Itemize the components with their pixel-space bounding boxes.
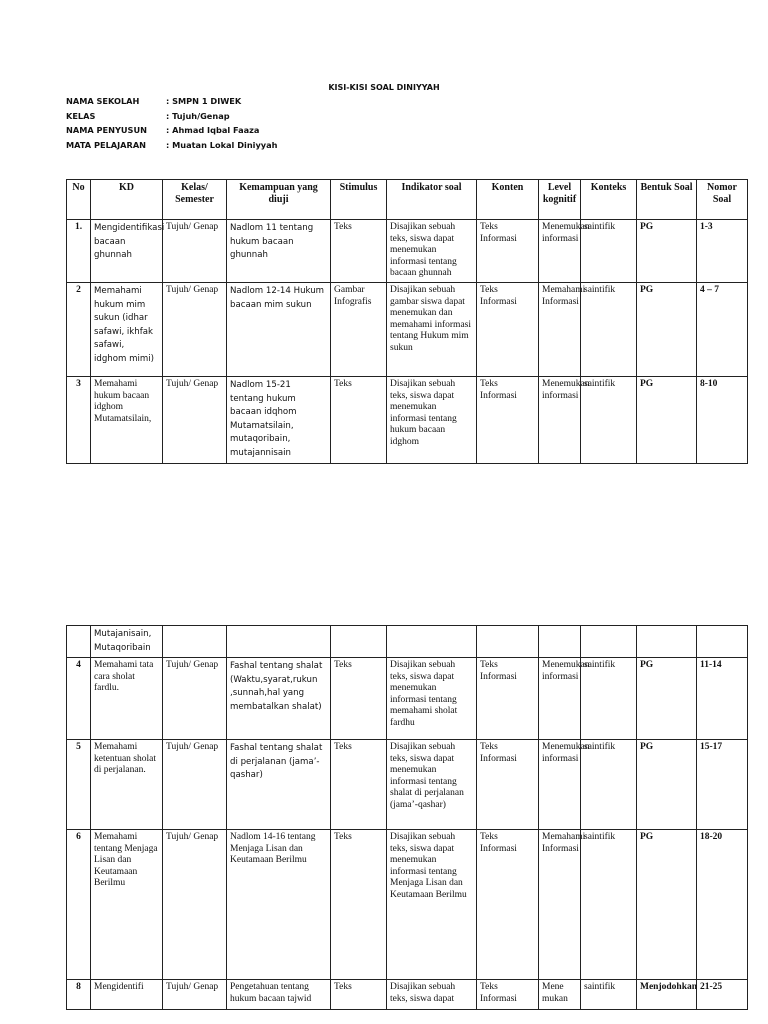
cell-kelas: Tujuh/ Genap [163,740,227,830]
cell-konteks: saintifik [581,980,637,1010]
cell-no: 4 [67,658,91,740]
cell-no: 5 [67,740,91,830]
cell-kd: Mengidentifi [91,980,163,1010]
cell-nomor: 8-10 [697,377,748,464]
col-header: Konteks [581,180,637,220]
cell-level: Menemukan informasi [539,658,581,740]
cell-bentuk: PG [637,220,697,283]
cell-no: 1. [67,220,91,283]
cell-kd: Memahami ketentuan sholat di perjalanan. [91,740,163,830]
table-row [67,283,748,377]
cell-level: Menemukan informasi [539,377,581,464]
cell-konten: Teks Informasi [477,980,539,1010]
cell-konten: Teks Informasi [477,740,539,830]
cell-no: 2 [67,283,91,377]
meta-row [66,140,277,155]
meta-label: MATA PELAJARAN [66,139,147,150]
cell-konten [477,626,539,658]
meta-value: : Ahmad Iqbal Faaza [166,125,260,135]
cell-kemampuan [227,626,331,658]
cell-level: Mene mukan [539,980,581,1010]
cell-level: Menemukan informasi [539,220,581,283]
cell-kemampuan: Nadlom 15-21 tentang hukum bacaan idqhom Mutamatsilain, mutaqoribain, mutajannisain [227,377,331,464]
cell-indikator [387,626,477,658]
cell-stimulus [331,626,387,658]
cell-konten: Teks Informasi [477,283,539,377]
cell-konten: Teks Informasi [477,830,539,980]
cell-nomor [697,626,748,658]
cell-stimulus: Teks [331,740,387,830]
cell-level: Memahami Informasi [539,830,581,980]
cell-kelas [163,626,227,658]
cell-kd: Memahami hukum bacaan idghom Mutamatsilain, [91,377,163,464]
cell-kelas: Tujuh/ Genap [163,830,227,980]
cell-nomor: 15-17 [697,740,748,830]
cell-konteks: saintifik [581,377,637,464]
cell-konteks: saintifik [581,740,637,830]
meta-value: : SMPN 1 DIWEK [166,96,242,106]
table-row [67,220,748,283]
cell-no: 6 [67,830,91,980]
cell-indikator: Disajikan sebuah teks, siswa dapat menemukan informasi tentang shalat di perjalanan (jama’-qashar) [387,740,477,830]
cell-kemampuan: Nadlom 11 tentang hukum bacaan ghunnah [227,220,331,283]
cell-level: Menemukan informasi [539,740,581,830]
cell-nomor: 1-3 [697,220,748,283]
cell-stimulus: Teks [331,377,387,464]
cell-indikator: Disajikan sebuah teks, siswa dapat menemukan informasi tentang bacaan ghunnah [387,220,477,283]
table-row [67,626,748,658]
cell-kelas: Tujuh/ Genap [163,980,227,1010]
cell-stimulus: Teks [331,658,387,740]
col-header: Nomor Soal [697,180,748,220]
cell-konteks: saintifik [581,220,637,283]
col-header: Bentuk Soal [637,180,697,220]
cell-konteks: saintifik [581,283,637,377]
meta-label: NAMA SEKOLAH [66,96,140,106]
cell-indikator: Disajikan sebuah teks, siswa dapat menemukan informasi tentang memahami sholat fardhu [387,658,477,740]
cell-konteks: saintifik [581,658,637,740]
col-header: Level kognitif [539,180,581,220]
cell-stimulus: Teks [331,980,387,1010]
meta-row [66,125,277,140]
school-info [66,96,277,154]
col-header: Indikator soal [387,180,477,220]
table-header-row [67,180,748,220]
cell-stimulus: Teks [331,830,387,980]
cell-kelas: Tujuh/ Genap [163,283,227,377]
cell-kemampuan: Nadlom 12-14 Hukum bacaan mim sukun [227,283,331,377]
cell-stimulus: Gambar Infografis [331,283,387,377]
cell-konteks [581,626,637,658]
cell-konten: Teks Informasi [477,658,539,740]
cell-no: 3 [67,377,91,464]
meta-label: NAMA PENYUSUN [66,125,147,135]
meta-value: : Muatan Lokal Diniyyah [166,139,278,150]
cell-nomor: 21-25 [697,980,748,1010]
col-header: Konten [477,180,539,220]
col-header: Kemampuan yang diuji [227,180,331,220]
cell-nomor: 18-20 [697,830,748,980]
cell-kelas: Tujuh/ Genap [163,377,227,464]
cell-level [539,626,581,658]
cell-bentuk [637,626,697,658]
cell-bentuk: Menjodohkan [637,980,697,1010]
cell-kemampuan: Nadlom 14-16 tentang Menjaga Lisan dan Keutamaan Berilmu [227,830,331,980]
cell-stimulus: Teks [331,220,387,283]
cell-kd: Memahami tata cara sholat fardlu. [91,658,163,740]
table-row [67,980,748,1010]
cell-kd: Memahami tentang Menjaga Lisan dan Keutamaan Berilmu [91,830,163,980]
cell-nomor: 4 – 7 [697,283,748,377]
col-header: KD [91,180,163,220]
cell-bentuk: PG [637,830,697,980]
cell-bentuk: PG [637,377,697,464]
col-header: No [67,180,91,220]
cell-kd: Mutajanisain, Mutaqoribain [91,626,163,658]
cell-kd: Memahami hukum mim sukun (idhar safawi, ikhfak safawi, idghom mimi) [91,283,163,377]
cell-level: Memahami Informasi [539,283,581,377]
table-row [67,377,748,464]
cell-bentuk: PG [637,658,697,740]
cell-indikator: Disajikan sebuah teks, siswa dapat menemukan informasi tentang Menjaga Lisan dan Keutamaan Berilmu [387,830,477,980]
cell-kemampuan: Fashal tentang shalat (Waktu,syarat,rukun ,sunnah,hal yang membatalkan shalat) [227,658,331,740]
col-header: Kelas/ Semester [163,180,227,220]
cell-no [67,626,91,658]
cell-konteks: saintifik [581,830,637,980]
cell-indikator: Disajikan sebuah teks, siswa dapat [387,980,477,1010]
cell-indikator: Disajikan sebuah gambar siswa dapat menemukan dan memahami informasi tentang Hukum mim sukun [387,283,477,377]
cell-kelas: Tujuh/ Genap [163,658,227,740]
meta-row [66,96,277,111]
cell-nomor: 11-14 [697,658,748,740]
document-title: KISI-KISI SOAL DINIYYAH [328,83,440,92]
cell-konten: Teks Informasi [477,220,539,283]
meta-value: : Tujuh/Genap [166,110,230,121]
col-header: Stimulus [331,180,387,220]
cell-konten: Teks Informasi [477,377,539,464]
meta-row [66,111,277,126]
cell-bentuk: PG [637,283,697,377]
table-row [67,658,748,740]
cell-kemampuan: Fashal tentang shalat di perjalanan (jama’-qashar) [227,740,331,830]
cell-kelas: Tujuh/ Genap [163,220,227,283]
cell-indikator: Disajikan sebuah teks, siswa dapat menemukan informasi tentang hukum bacaan idghom [387,377,477,464]
table-row [67,740,748,830]
cell-kemampuan: Pengetahuan tentang hukum bacaan tajwid [227,980,331,1010]
cell-bentuk: PG [637,740,697,830]
cell-no: 8 [67,980,91,1010]
kisi-kisi-table-continued [66,625,748,1010]
meta-label: KELAS [66,110,96,121]
kisi-kisi-table [66,179,748,464]
cell-kd: Mengidentifikasi bacaan ghunnah [91,220,163,283]
table-row [67,830,748,980]
